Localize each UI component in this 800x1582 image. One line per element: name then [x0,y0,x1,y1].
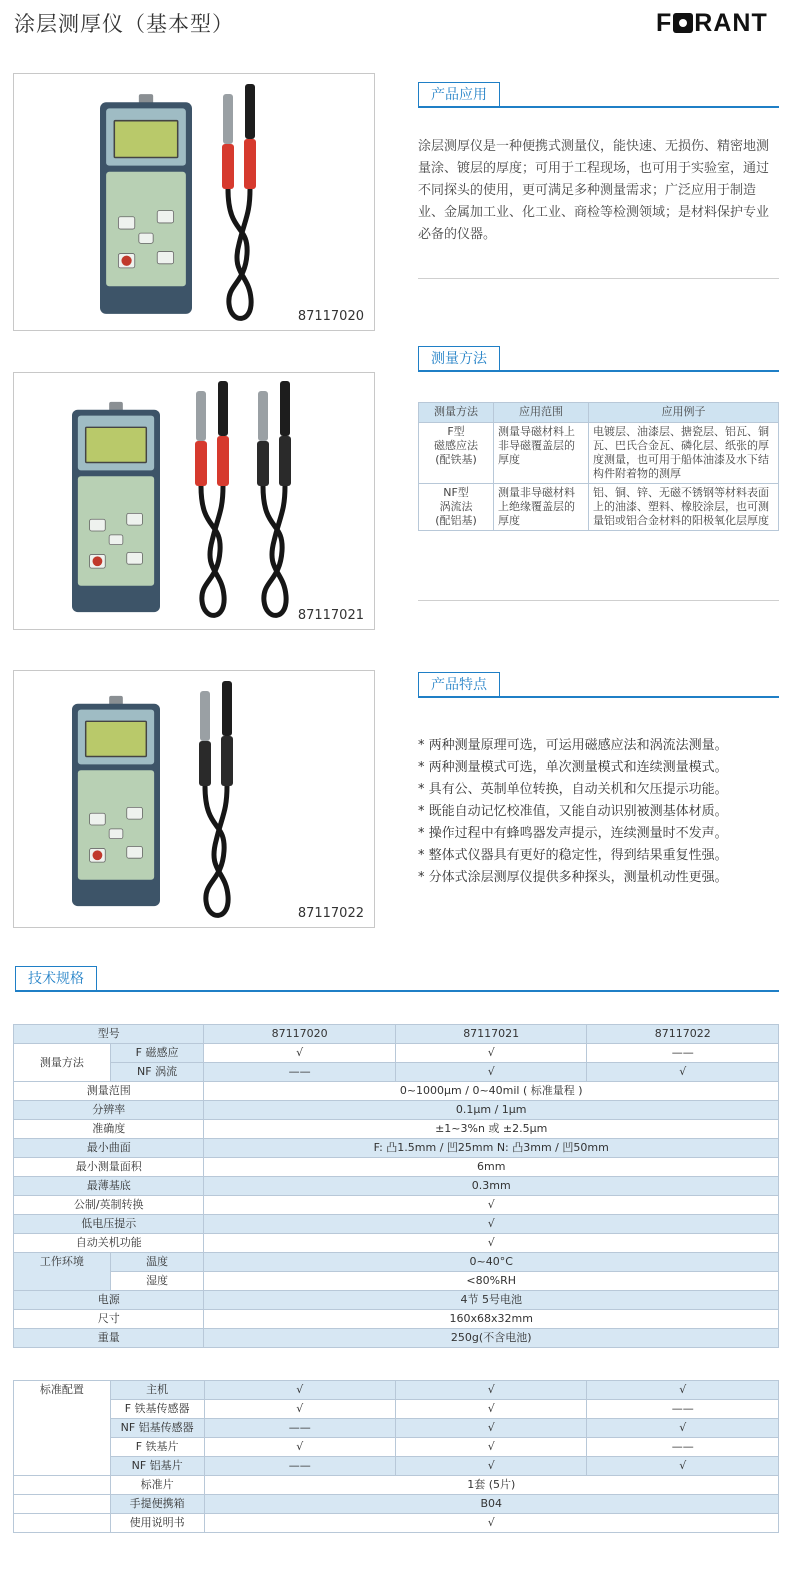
table-cell: √ [204,1234,779,1253]
table-cell: 0.1μm / 1μm [204,1101,779,1120]
table-cell: 250g(不含电池) [204,1329,779,1348]
table-row [14,1101,779,1120]
divider [418,600,779,601]
table-cell: √ [396,1381,587,1400]
table-cell: 87117022 [587,1025,779,1044]
divider [418,278,779,279]
table-cell: 湿度 [110,1272,204,1291]
product-image-87117021 [13,372,375,630]
table-cell: 87117021 [395,1025,587,1044]
table-row [14,1120,779,1139]
table-row [14,1291,779,1310]
table-cell: √ [204,1044,396,1063]
table-cell: √ [204,1514,778,1533]
table-cell: F 铁基片 [110,1438,204,1457]
table-cell: √ [204,1400,396,1419]
table-cell: F: 凸1.5mm / 凹25mm N: 凸3mm / 凹50mm [204,1139,779,1158]
table-cell: √ [587,1063,779,1082]
table-cell: √ [204,1381,396,1400]
table-cell: 测量范围 [14,1082,204,1101]
table-cell: 标准配置 [14,1381,111,1476]
feature-item: * 具有公、英制单位转换，自动关机和欠压提示功能。 [418,782,728,797]
table-row [14,1476,779,1495]
table-row [14,1438,779,1457]
table-cell: 1套 (5片) [204,1476,778,1495]
table-header: 应用例子 [589,403,779,423]
table-cell: 准确度 [14,1120,204,1139]
table-cell: √ [396,1419,587,1438]
table-cell: √ [204,1196,779,1215]
table-cell: 4节 5号电池 [204,1291,779,1310]
meter-device-icon [100,90,192,318]
table-row [14,1177,779,1196]
table-cell: —— [587,1044,779,1063]
table-cell: 电镀层、油漆层、搪瓷层、铝瓦、铜瓦、巴氏合金瓦、磷化层、纸张的厚度测量，也可用于船体油漆及水下结构件附着物的测厚 [589,423,779,484]
table-cell: √ [587,1457,779,1476]
table-cell: 分辨率 [14,1101,204,1120]
product-image-87117022 [13,670,375,928]
table-cell: √ [204,1438,396,1457]
table-cell: —— [204,1457,396,1476]
product-code: 87117022 [297,906,364,921]
table-row [14,1025,779,1044]
table-cell: 6mm [204,1158,779,1177]
table-row [14,1139,779,1158]
probe-icon [254,381,304,621]
method-table [418,402,779,531]
table-cell: 电源 [14,1291,204,1310]
table-row [14,1215,779,1234]
feature-item: * 两种测量原理可选，可运用磁感应法和涡流法测量。 [418,738,728,753]
table-cell: 尺寸 [14,1310,204,1329]
table-row [14,1457,779,1476]
table-cell: 0~40°C [204,1253,779,1272]
table-cell: NF型 涡流法 (配铝基) [419,484,494,531]
table-row [14,1419,779,1438]
probe-icon [219,84,269,324]
table-cell: 公制/英制转换 [14,1196,204,1215]
section-application-header [418,82,779,108]
table-cell: NF 铝基片 [110,1457,204,1476]
spec-table [13,1024,779,1348]
table-cell: 测量导磁材料上非导磁覆盖层的厚度 [494,423,589,484]
table-row [14,1196,779,1215]
table-row [14,1158,779,1177]
table-cell: B04 [204,1495,778,1514]
table-cell: √ [396,1438,587,1457]
table-cell: —— [587,1400,779,1419]
table-cell: 低电压提示 [14,1215,204,1234]
table-row [14,1082,779,1101]
feature-item: * 整体式仪器具有更好的稳定性，得到结果重复性强。 [418,848,728,863]
table-cell: 温度 [110,1253,204,1272]
table-row [419,484,779,531]
section-label: 技术规格 [15,966,97,991]
page-title: 涂层测厚仪（基本型） [14,12,234,36]
table-cell: F型 磁感应法 (配铁基) [419,423,494,484]
table-cell: √ [395,1044,587,1063]
table-cell: 160x68x32mm [204,1310,779,1329]
table-row [14,1044,779,1063]
meter-device-icon [72,691,160,911]
table-row [14,1495,779,1514]
application-text: 涂层测厚仪是一种便携式测量仪，能快速、无损伤、精密地测量涂、镀层的厚度；可用于工程现场，也可用于实验室，通过不同探头的使用，更可满足多种测量需求；广泛应用于制造业、金属加工业、化工业、商检等检测领域；是材料保护专业必备的仪器。 [418,139,770,242]
table-row [14,1310,779,1329]
section-label: 测量方法 [418,346,500,371]
table-cell: F 磁感应 [110,1044,204,1063]
table-cell: √ [396,1457,587,1476]
table-cell: NF 铝基传感器 [110,1419,204,1438]
table-cell: F 铁基传感器 [110,1400,204,1419]
table-cell: 工作环境 [14,1253,111,1291]
meter-device-icon [72,401,160,613]
config-table [13,1380,779,1533]
section-features-header [418,672,779,698]
table-cell: 手提便携箱 [110,1495,204,1514]
table-header: 测量方法 [419,403,494,423]
table-cell: 最小测量面积 [14,1158,204,1177]
table-row [419,423,779,484]
table-row [14,1514,779,1533]
product-image-87117020 [13,73,375,331]
table-cell: 测量非导磁材料上绝缘覆盖层的厚度 [494,484,589,531]
probe-icon [196,681,246,921]
table-header: 应用范围 [494,403,589,423]
feature-item: * 分体式涂层测厚仪提供多种探头，测量机动性更强。 [418,870,728,885]
table-cell: <80%RH [204,1272,779,1291]
table-row [14,1234,779,1253]
table-cell: √ [587,1381,779,1400]
probe-icon [192,381,242,621]
table-row [14,1400,779,1419]
table-cell: √ [204,1215,779,1234]
table-cell: —— [204,1063,396,1082]
table-row [14,1329,779,1348]
table-cell: ±1~3%n 或 ±2.5μm [204,1120,779,1139]
table-cell: 最薄基底 [14,1177,204,1196]
table-row [14,1381,779,1400]
section-method-header [418,346,779,372]
brand-logo: F RANT [656,9,768,37]
table-cell: 铝、铜、锌、无磁不锈钢等材料表面上的油漆、塑料、橡胶涂层，也可测量铝或铝合金材料的阳极氧化层厚度 [589,484,779,531]
section-label: 产品应用 [418,82,500,107]
feature-item: * 既能自动记忆校准值，又能自动识别被测基体材质。 [418,804,728,819]
table-cell: √ [396,1400,587,1419]
table-cell: 重量 [14,1329,204,1348]
table-cell: 型号 [14,1025,204,1044]
feature-list [418,735,788,889]
feature-item: * 两种测量模式可选，单次测量模式和连续测量模式。 [418,760,728,775]
table-row [14,1063,779,1082]
product-code: 87117021 [297,608,364,623]
table-cell: —— [204,1419,396,1438]
table-cell: 自动关机功能 [14,1234,204,1253]
product-code: 87117020 [297,309,364,324]
table-cell: 测量方法 [14,1044,111,1082]
table-cell: 使用说明书 [110,1514,204,1533]
section-label: 产品特点 [418,672,500,697]
table-cell: —— [587,1438,779,1457]
table-cell: 最小曲面 [14,1139,204,1158]
table-row [14,1272,779,1291]
table-cell: 87117020 [204,1025,396,1044]
table-cell: 0~1000μm / 0~40mil ( 标准量程 ) [204,1082,779,1101]
table-cell: √ [587,1419,779,1438]
table-row [14,1253,779,1272]
table-cell: √ [395,1063,587,1082]
section-spec-header [15,966,779,992]
table-header-row [419,403,779,423]
table-cell: NF 涡流 [110,1063,204,1082]
table-cell: 0.3mm [204,1177,779,1196]
table-cell: 主机 [110,1381,204,1400]
feature-item: * 操作过程中有蜂鸣器发声提示，连续测量时不发声。 [418,826,728,841]
table-cell: 标准片 [110,1476,204,1495]
